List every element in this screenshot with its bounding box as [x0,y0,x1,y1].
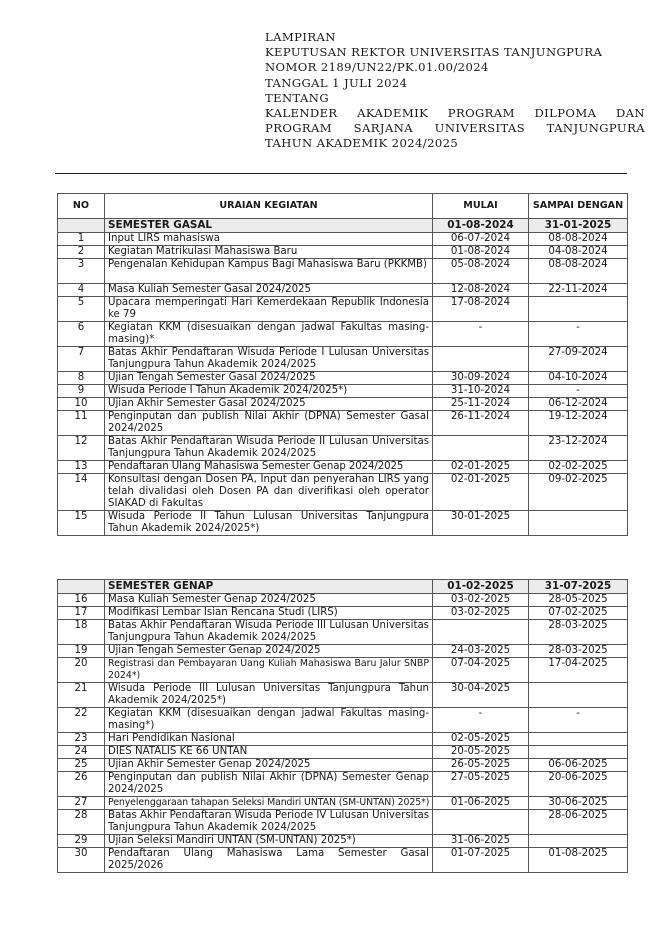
row-start-date: - [433,322,529,347]
row-start-date: 05-08-2024 [433,259,529,284]
row-number: 6 [58,322,105,347]
row-number: 22 [58,708,105,733]
row-start-date: 17-08-2024 [433,297,529,322]
row-start-date [433,810,529,835]
semester-end: 31-07-2025 [529,580,628,594]
row-end-date: 02-02-2025 [529,461,628,474]
row-description: Pengenalan Kehidupan Kampus Bagi Mahasiswa Baru (PKKMB) [105,259,433,284]
row-description: Kegiatan KKM (disesuaikan dengan jadwal Fakultas masing-masing)* [105,322,433,347]
row-number: 29 [58,835,105,848]
row-number: 23 [58,733,105,746]
row-description: Wisuda Periode II Tahun Lulusan Universitas Tanjungpura Tahun Akademik 2024/2025*) [105,511,433,536]
row-start-date: 26-11-2024 [433,411,529,436]
row-start-date: 20-05-2025 [433,746,529,759]
row-start-date: 02-01-2025 [433,461,529,474]
row-number: 16 [58,594,105,607]
row-end-date: 22-11-2024 [529,284,628,297]
row-description: Masa Kuliah Semester Gasal 2024/2025 [105,284,433,297]
row-start-date: 26-05-2025 [433,759,529,772]
row-start-date: 01-08-2024 [433,246,529,259]
row-number: 26 [58,772,105,797]
header-word: TANJUNGPURA [546,121,645,136]
column-header-start: MULAI [433,194,529,219]
row-description: Wisuda Periode III Lulusan Universitas Tanjungpura Tahun Akademik 2024/2025*) [105,683,433,708]
row-number: 10 [58,398,105,411]
row-number: 3 [58,259,105,284]
row-number: 25 [58,759,105,772]
header-divider [55,173,627,174]
row-end-date [529,746,628,759]
row-end-date: 30-06-2025 [529,797,628,810]
row-number: 7 [58,347,105,372]
row-start-date: 07-04-2025 [433,658,529,683]
row-end-date: - [529,322,628,347]
row-description: Batas Akhir Pendaftaran Wisuda Periode I Lulusan Universitas Tanjungpura Tahun Akademik 2024/2025 [105,347,433,372]
row-description: Batas Akhir Pendaftaran Wisuda Periode II Lulusan Universitas Tanjungpura Tahun Akademik 2024/2025 [105,436,433,461]
row-start-date: - [433,708,529,733]
header-line: TANGGAL 1 JULI 2024 [265,75,408,90]
row-description: Modifikasi Lembar Isian Rencana Studi (LIRS) [105,607,433,620]
row-end-date: 04-10-2024 [529,372,628,385]
row-number: 5 [58,297,105,322]
row-start-date: 01-07-2025 [433,848,529,873]
row-start-date: 30-01-2025 [433,511,529,536]
row-end-date [529,733,628,746]
row-number: 14 [58,474,105,511]
semester-end: 31-01-2025 [529,219,628,233]
header-subject-line [265,121,645,136]
row-end-date: 09-02-2025 [529,474,628,511]
row-end-date: 01-08-2025 [529,848,628,873]
header-word: DAN [615,106,645,121]
column-header-no: NO [58,194,105,219]
row-number: 15 [58,511,105,536]
header-word: PROGRAM [265,121,333,136]
semester-cell-empty [58,219,105,233]
header-word: UNIVERSITAS [434,121,526,136]
row-end-date [529,835,628,848]
row-description: Ujian Tengah Semester Genap 2024/2025 [105,645,433,658]
row-end-date: 27-09-2024 [529,347,628,372]
row-description: Penyelenggaraan tahapan Seleksi Mandiri UNTAN (SM-UNTAN) 2025*) [105,797,433,810]
row-description: Kegiatan KKM (disesuaikan dengan jadwal Fakultas masing-masing*) [105,708,433,733]
header-subject-line [265,106,645,121]
document-header [265,30,645,152]
row-number: 27 [58,797,105,810]
row-description: Penginputan dan publish Nilai Akhir (DPNA) Semester Gasal 2024/2025 [105,411,433,436]
row-end-date: 06-12-2024 [529,398,628,411]
row-description: Pendaftaran Ulang Mahasiswa Lama Semester Gasal 2025/2026 [105,848,433,873]
row-end-date: - [529,708,628,733]
row-number: 1 [58,233,105,246]
row-description: Wisuda Periode I Tahun Akademik 2024/2025*) [105,385,433,398]
header-word: PROGRAM [447,106,515,121]
calendar-table-gasal [57,193,628,536]
header-line: LAMPIRAN [265,30,336,44]
row-end-date: - [529,385,628,398]
row-number: 11 [58,411,105,436]
row-end-date [529,297,628,322]
semester-start: 01-08-2024 [433,219,529,233]
row-description: Ujian Akhir Semester Gasal 2024/2025 [105,398,433,411]
row-number: 21 [58,683,105,708]
row-end-date: 28-05-2025 [529,594,628,607]
column-header-end: SAMPAI DENGAN [529,194,628,219]
row-start-date: 31-06-2025 [433,835,529,848]
row-description: Pendaftaran Ulang Mahasiswa Semester Genap 2024/2025 [105,461,433,474]
row-start-date: 02-01-2025 [433,474,529,511]
row-end-date: 20-06-2025 [529,772,628,797]
row-end-date: 07-02-2025 [529,607,628,620]
row-number: 30 [58,848,105,873]
row-description: Ujian Tengah Semester Gasal 2024/2025 [105,372,433,385]
row-number: 18 [58,620,105,645]
calendar-table-genap [57,579,628,873]
row-end-date: 04-08-2024 [529,246,628,259]
semester-cell-empty [58,580,105,594]
row-number: 20 [58,658,105,683]
row-end-date: 28-06-2025 [529,810,628,835]
row-description: Masa Kuliah Semester Genap 2024/2025 [105,594,433,607]
row-end-date: 28-03-2025 [529,645,628,658]
header-line: KEPUTUSAN REKTOR UNIVERSITAS TANJUNGPURA [265,45,603,60]
row-end-date: 08-08-2024 [529,259,628,284]
row-start-date: 12-08-2024 [433,284,529,297]
row-start-date: 30-09-2024 [433,372,529,385]
row-description: Kegiatan Matrikulasi Mahasiswa Baru [105,246,433,259]
row-description: DIES NATALIS KE 66 UNTAN [105,746,433,759]
row-start-date: 31-10-2024 [433,385,529,398]
row-description: Penginputan dan publish Nilai Akhir (DPNA) Semester Genap 2024/2025 [105,772,433,797]
row-description: Batas Akhir Pendaftaran Wisuda Periode III Lulusan Universitas Tanjungpura Tahun Akademik 2024/2025 [105,620,433,645]
row-end-date: 23-12-2024 [529,436,628,461]
row-start-date [433,620,529,645]
semester-title: SEMESTER GENAP [105,580,433,594]
row-start-date [433,347,529,372]
semester-title: SEMESTER GASAL [105,219,433,233]
row-start-date: 06-07-2024 [433,233,529,246]
row-end-date: 19-12-2024 [529,411,628,436]
row-number: 2 [58,246,105,259]
row-start-date: 01-06-2025 [433,797,529,810]
row-start-date: 03-02-2025 [433,607,529,620]
row-number: 13 [58,461,105,474]
header-line: TENTANG [265,90,330,105]
row-number: 12 [58,436,105,461]
row-start-date [433,436,529,461]
row-description: Hari Pendidikan Nasional [105,733,433,746]
row-start-date: 30-04-2025 [433,683,529,708]
row-description: Ujian Seleksi Mandiri UNTAN (SM-UNTAN) 2025*) [105,835,433,848]
row-start-date: 02-05-2025 [433,733,529,746]
header-word: AKADEMIK [357,106,429,121]
row-description: Konsultasi dengan Dosen PA, Input dan penyerahan LIRS yang telah divalidasi oleh Dosen PA dan diverifikasi oleh operator SIAKAD di Fakultas [105,474,433,511]
row-description: Ujian Akhir Semester Genap 2024/2025 [105,759,433,772]
header-line: TAHUN AKADEMIK 2024/2025 [265,136,459,151]
header-word: DILPOMA [534,106,597,121]
row-number: 9 [58,385,105,398]
row-number: 8 [58,372,105,385]
row-start-date: 25-11-2024 [433,398,529,411]
header-line: NOMOR 2189/UN22/PK.01.00/2024 [265,60,489,75]
header-word: KALENDER [265,106,338,121]
row-end-date: 06-06-2025 [529,759,628,772]
row-end-date: 28-03-2025 [529,620,628,645]
row-end-date [529,511,628,536]
row-end-date [529,683,628,708]
row-number: 24 [58,746,105,759]
semester-start: 01-02-2025 [433,580,529,594]
row-start-date: 27-05-2025 [433,772,529,797]
row-number: 17 [58,607,105,620]
row-end-date: 17-04-2025 [529,658,628,683]
row-end-date: 08-08-2024 [529,233,628,246]
row-description: Batas Akhir Pendaftaran Wisuda Periode IV Lulusan Universitas Tanjungpura Tahun Akademik 2024/2025 [105,810,433,835]
row-start-date: 24-03-2025 [433,645,529,658]
row-description: Input LIRS mahasiswa [105,233,433,246]
column-header-description: URAIAN KEGIATAN [105,194,433,219]
row-number: 4 [58,284,105,297]
row-description: Registrasi dan Pembayaran Uang Kuliah Mahasiswa Baru Jalur SNBP 2024*) [105,658,433,683]
row-number: 28 [58,810,105,835]
row-number: 19 [58,645,105,658]
row-description: Upacara memperingati Hari Kemerdekaan Republik Indonesia ke 79 [105,297,433,322]
header-word: SARJANA [353,121,414,136]
row-start-date: 03-02-2025 [433,594,529,607]
